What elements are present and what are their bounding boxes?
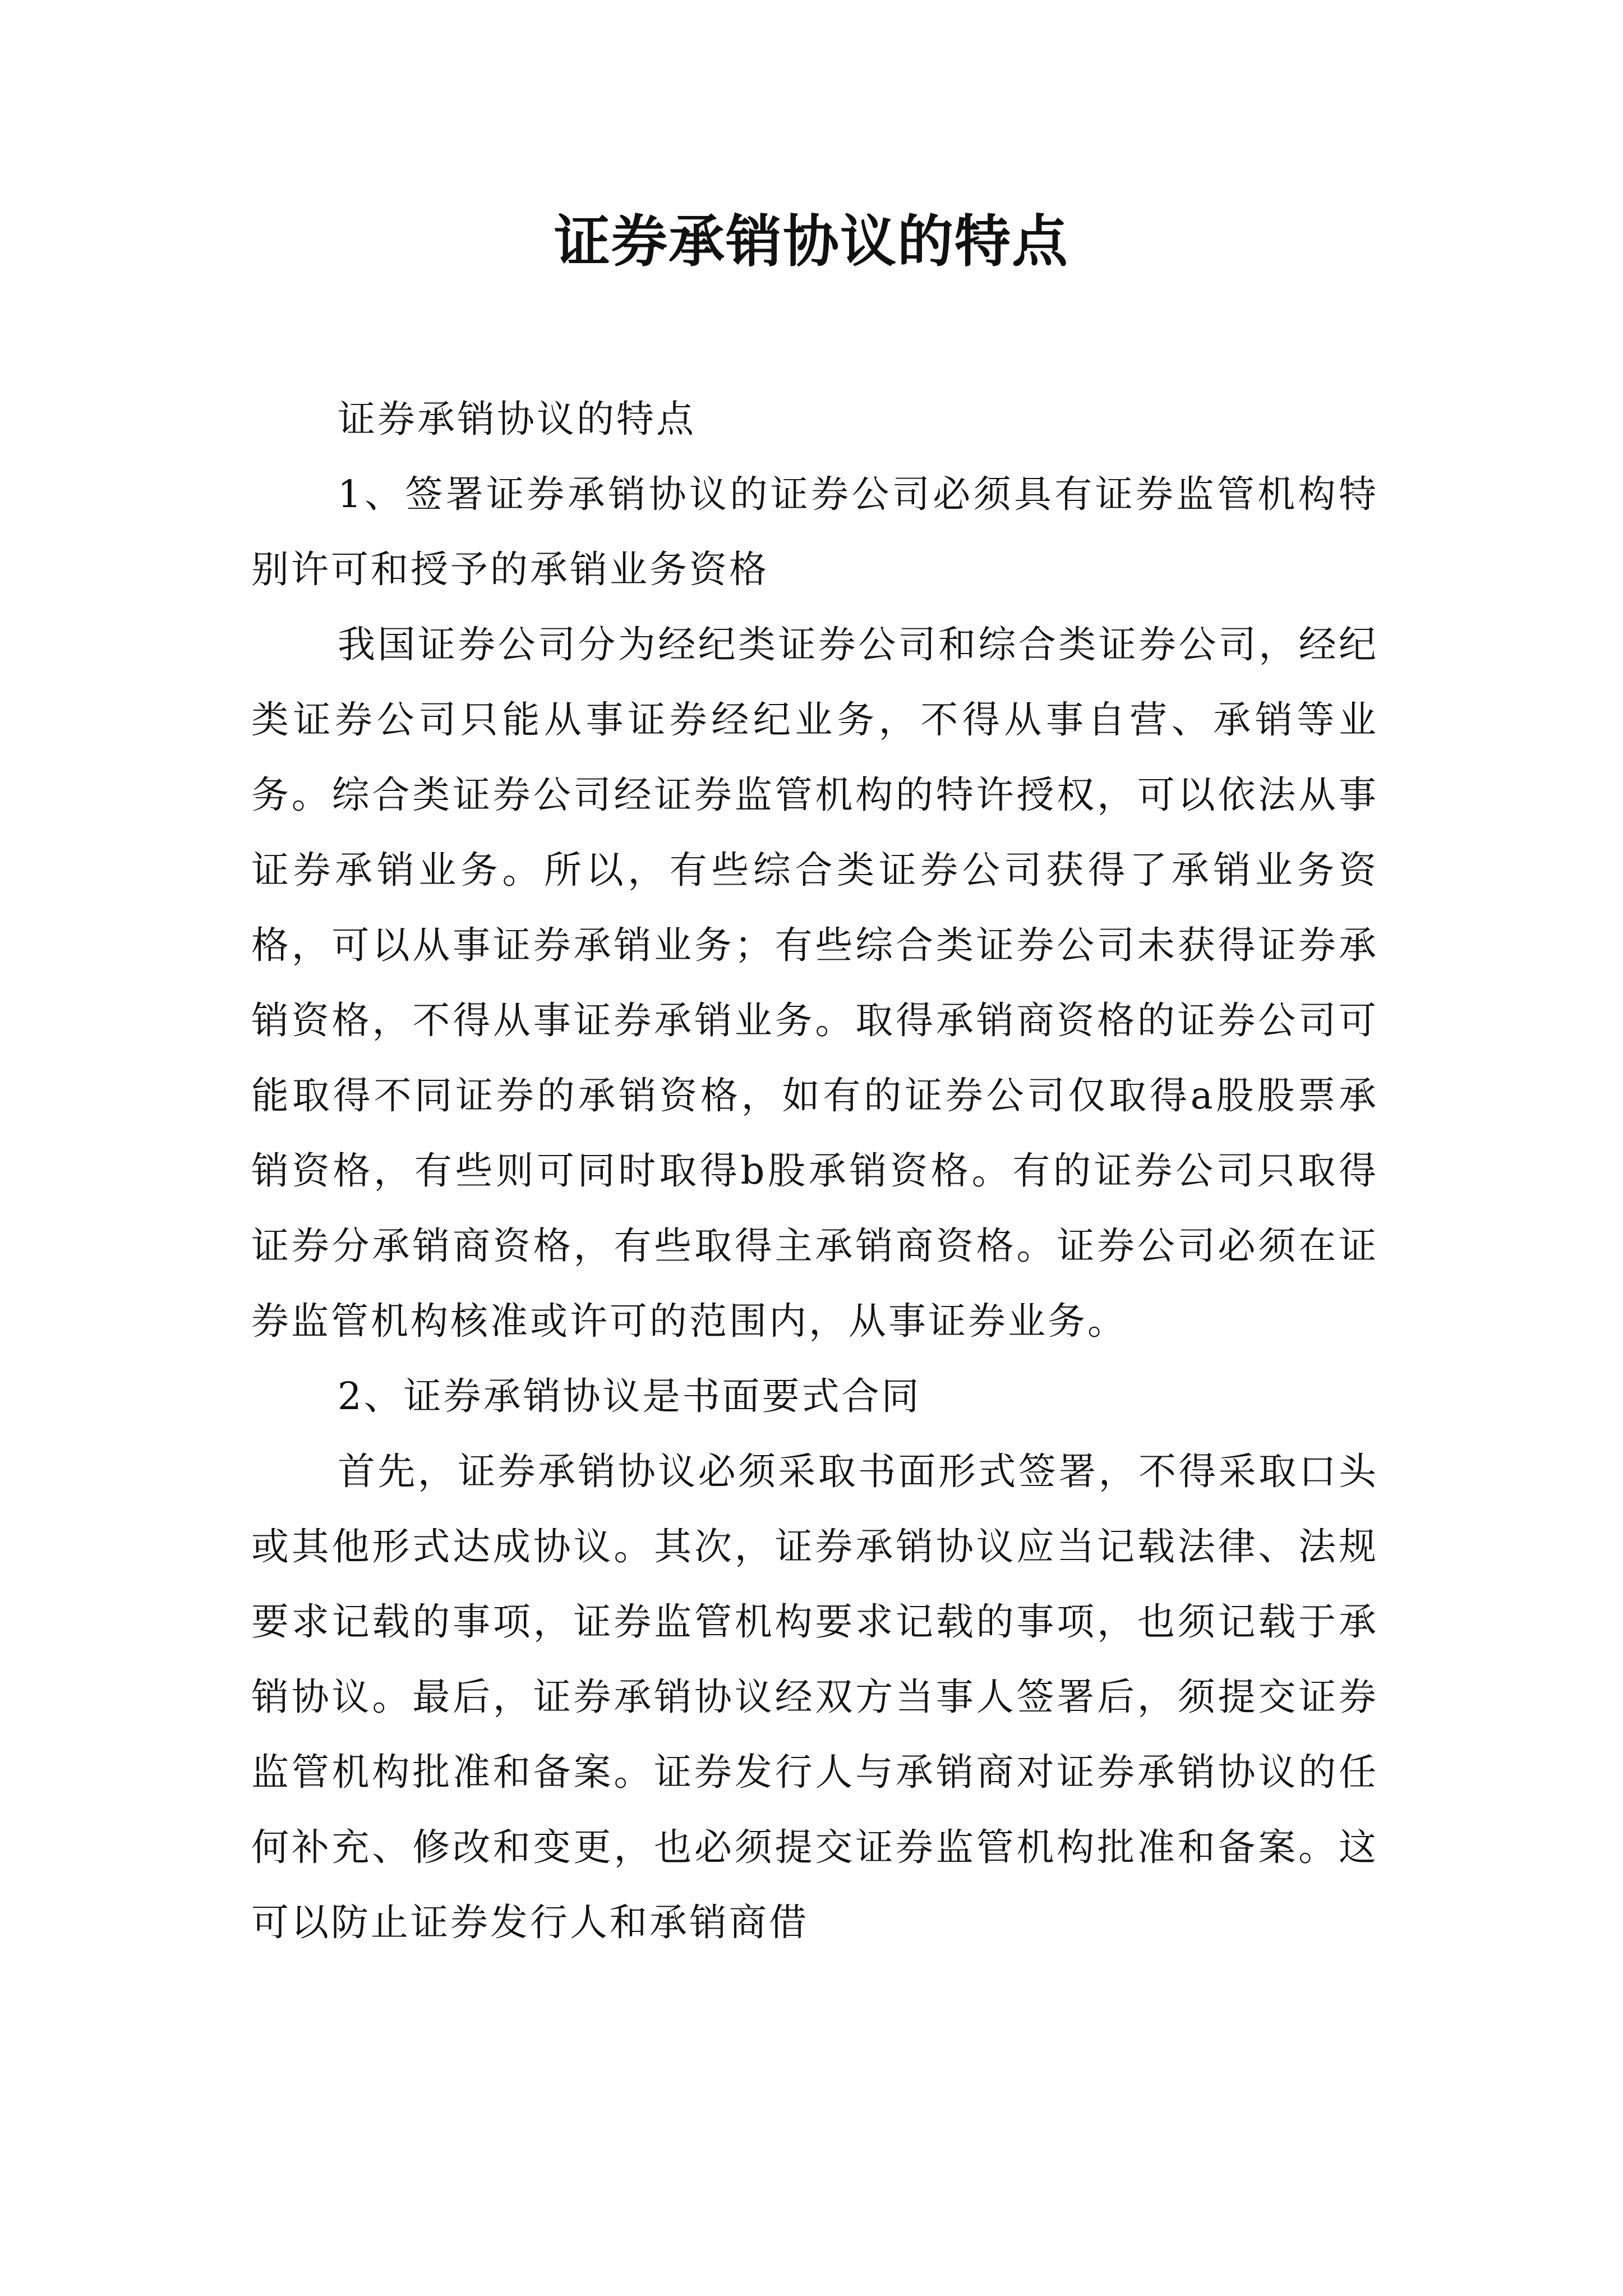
document-body xyxy=(251,381,1378,1960)
paragraph-point-1: 1、签署证券承销协议的证券公司必须具有证券监管机构特别许可和授予的承销业务资格 xyxy=(251,472,1378,591)
paragraph-point-1-body: 我国证券公司分为经纪类证券公司和综合类证券公司，经纪类证券公司只能从事证券经纪业务，不得从事自营、承销等业务。综合类证券公司经证券监管机构的特许授权，可以依法从事证券承销业务。所以，有些综合类证券公司获得了承销业务资格，可以从事证券承销业务；有些综合类证券公司未获得证券承销资格，不得从事证券承销业务。取得承销商资格的证券公司可能取得不同证券的承销资格，如有的证券公司仅取得a股股票承销资格，有些则可同时取得b股承销资格。有的证券公司只取得证券分承销商资格，有些取得主承销商资格。证券公司必须在证券监管机构核准或许可的范围内，从事证券业务。 xyxy=(251,623,1378,1343)
paragraph-point-2: 2、证券承销协议是书面要式合同 xyxy=(338,1374,921,1418)
paragraph-point-2-body: 首先，证券承销协议必须采取书面形式签署，不得采取口头或其他形式达成协议。其次，证券承销协议应当记载法律、法规要求记载的事项，证券监管机构要求记载的事项，也须记载于承销协议。最后，证券承销协议经双方当事人签署后，须提交证券监管机构批准和备案。证券发行人与承销商对证券承销协议的任何补充、修改和变更，也必须提交证券监管机构批准和备案。这可以防止证券发行人和承销商借 xyxy=(251,1450,1378,1944)
paragraph-heading: 证券承销协议的特点 xyxy=(338,397,696,441)
document-title: 证券承销协议的特点 xyxy=(554,208,1069,274)
